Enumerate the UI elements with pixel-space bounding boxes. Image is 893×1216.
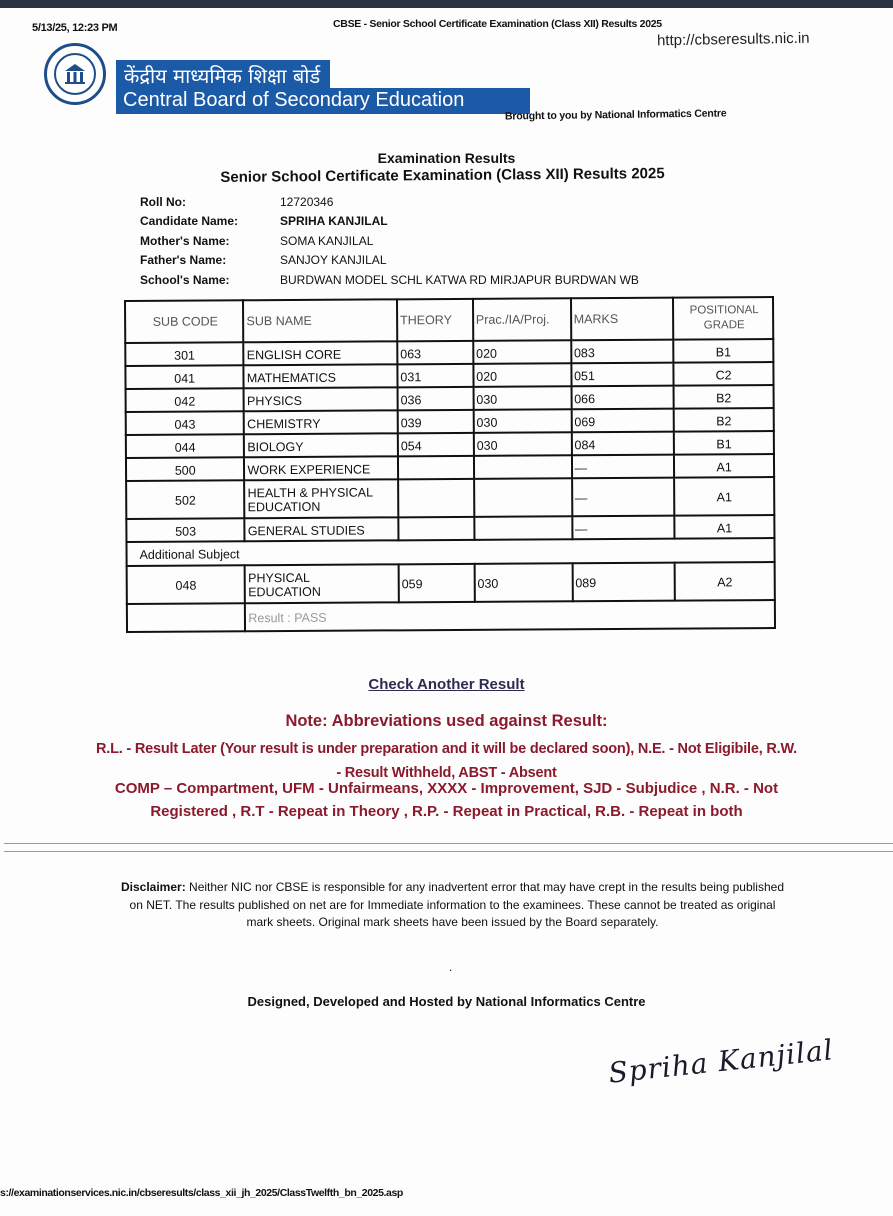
theory-marks	[398, 517, 474, 540]
sub-code: 502	[126, 480, 245, 519]
result-row	[127, 600, 775, 632]
photo-edge	[0, 0, 893, 8]
sub-code: 041	[125, 365, 244, 389]
sub-name: ENGLISH CORE	[244, 341, 398, 365]
sub-name: PHYSICS	[244, 387, 398, 411]
sub-name-line1: HEALTH & PHYSICAL	[247, 485, 374, 501]
building-icon	[62, 61, 88, 87]
roll-value: 12720346	[280, 194, 334, 209]
disclaimer-text: Neither NIC nor CBSE is responsible for any inadvertent error that may have crept in the results being published on NET. The results published on net are for Immediate information to the examinees. These cannot be treated as original mark sheets. Original mark sheets have been issued by the Board separately.	[129, 880, 784, 929]
result-empty-cell	[127, 603, 246, 632]
positional-grade: A2	[675, 562, 775, 601]
sub-name-line1: PHYSICAL	[248, 570, 310, 586]
print-page-url: s://examinationservices.nic.in/cbseresults/class_xii_jh_2025/ClassTwelfth_bn_2025.asp	[0, 1187, 403, 1199]
theory-marks: 063	[397, 341, 473, 364]
sub-name: MATHEMATICS	[244, 364, 398, 388]
developed-by: Designed, Developed and Hosted by National Informatics Centre	[247, 994, 646, 1009]
sub-code: 503	[126, 518, 245, 542]
note-line-2: - Result Withheld, ABST - Absent	[336, 765, 557, 781]
header-grade	[673, 297, 773, 340]
header-grade-line2: GRADE	[703, 319, 745, 332]
positional-grade: A1	[674, 477, 774, 516]
candidate-name-value: SPRIHA KANJILAL	[280, 214, 388, 229]
note-line-4: Registered , R.T - Repeat in Theory , R.P. - Repeat in Practical, R.B. - Repeat in both	[150, 803, 743, 820]
total-marks: 066	[571, 386, 674, 410]
table-row	[126, 477, 774, 519]
roll-row	[140, 192, 639, 212]
positional-grade: B2	[674, 408, 774, 432]
sub-name: WORK EXPERIENCE	[244, 456, 398, 480]
school-name-row	[140, 270, 639, 290]
header-practical: Prac./IA/Proj.	[473, 298, 571, 341]
header-theory: THEORY	[397, 299, 473, 341]
practical-marks: 020	[473, 340, 571, 364]
school-name-label: School's Name:	[140, 272, 230, 287]
sub-name-line2: EDUCATION	[248, 584, 321, 600]
brought-by-text: Brought to you by National Informatics Centre	[504, 107, 727, 123]
print-datetime: 5/13/25, 12:23 PM	[32, 22, 118, 34]
print-page-title: CBSE - Senior School Certificate Examination (Class XII) Results 2025	[333, 18, 662, 30]
board-name-hindi: केंद्रीय माध्यमिक शिक्षा बोर्ड	[116, 60, 330, 89]
mother-name-label: Mother's Name:	[140, 233, 230, 248]
sub-code: 044	[126, 434, 245, 458]
theory-marks	[398, 456, 474, 479]
practical-marks	[474, 516, 572, 540]
positional-grade: B2	[674, 385, 774, 409]
sub-name: GENERAL STUDIES	[245, 517, 399, 541]
board-name-english: Central Board of Secondary Education	[116, 88, 530, 114]
results-table	[124, 296, 776, 633]
divider-line	[4, 851, 893, 852]
positional-grade: A1	[674, 454, 774, 478]
note-abbreviations-2	[0, 777, 893, 823]
practical-marks: 020	[473, 363, 571, 387]
candidate-info	[140, 192, 639, 290]
sub-name-line2: EDUCATION	[247, 499, 321, 515]
table-row	[127, 562, 775, 604]
page-subtitle: Senior School Certificate Examination (Class XII) Results 2025	[220, 165, 665, 186]
handwritten-signature: Spriha Kanjilal	[606, 1033, 836, 1090]
board-banner	[116, 60, 530, 114]
positional-grade: C2	[674, 362, 774, 386]
practical-marks	[474, 455, 572, 479]
site-url-link[interactable]: http://cbseresults.nic.in	[656, 29, 810, 50]
candidate-name-row	[140, 212, 639, 232]
sub-name	[244, 479, 398, 518]
sub-name: BIOLOGY	[244, 433, 398, 457]
positional-grade: A1	[674, 515, 774, 539]
total-marks: 084	[571, 432, 674, 456]
note-line-1: R.L. - Result Later (Your result is under preparation and it will be declared soon), N.E. - Not Eligibile, R.W.	[95, 741, 797, 757]
practical-marks: 030	[473, 409, 571, 433]
separator-dot: .	[449, 960, 453, 974]
result-status: Result : PASS	[245, 600, 775, 631]
disclaimer-label: Disclaimer:	[120, 880, 186, 894]
theory-marks: 036	[397, 387, 473, 410]
practical-marks: 030	[474, 432, 572, 456]
theory-marks: 039	[398, 410, 474, 433]
check-another-result-link[interactable]: Check Another Result	[368, 676, 525, 693]
sub-code: 500	[126, 457, 245, 481]
header-sub-name: SUB NAME	[243, 299, 397, 342]
total-marks: —	[572, 455, 675, 479]
total-marks: 069	[571, 409, 674, 433]
theory-marks: 059	[399, 564, 475, 602]
sub-name: CHEMISTRY	[244, 410, 398, 434]
header-sub-code: SUB CODE	[125, 300, 244, 343]
total-marks: —	[572, 516, 675, 540]
father-name-label: Father's Name:	[140, 253, 227, 268]
positional-grade: B1	[674, 431, 774, 455]
sub-code: 301	[125, 342, 244, 366]
practical-marks: 030	[473, 386, 571, 410]
candidate-name-label: Candidate Name:	[140, 214, 239, 229]
table-header-row	[125, 297, 773, 343]
practical-marks: 030	[474, 563, 572, 602]
sub-name	[245, 564, 399, 603]
sub-code: 042	[126, 388, 245, 412]
sub-code: 048	[127, 565, 246, 604]
divider-line	[4, 843, 893, 844]
father-name-row	[140, 251, 639, 271]
check-another-result-container	[0, 676, 893, 693]
page-title: Examination Results	[377, 150, 516, 166]
header-marks: MARKS	[571, 298, 674, 341]
school-name-value: BURDWAN MODEL SCHL KATWA RD MIRJAPUR BURDWAN WB	[280, 272, 639, 287]
note-line-3: COMP – Compartment, UFM - Unfairmeans, XXXX - Improvement, SJD - Subjudice , N.R. - Not	[114, 780, 779, 797]
practical-marks	[474, 478, 572, 517]
roll-label: Roll No:	[140, 194, 186, 209]
note-title: Note: Abbreviations used against Result:	[285, 712, 608, 730]
theory-marks: 031	[397, 364, 473, 387]
father-name-value: SANJOY KANJILAL	[280, 253, 387, 268]
mother-name-row	[140, 231, 639, 251]
additional-subject-label: Additional Subject	[126, 538, 774, 566]
mother-name-value: SOMA KANJILAL	[280, 233, 374, 248]
theory-marks	[398, 479, 474, 517]
total-marks: 089	[572, 563, 675, 602]
total-marks: 051	[571, 363, 674, 387]
total-marks: 083	[571, 340, 674, 364]
theory-marks: 054	[398, 433, 474, 456]
header-grade-line1: POSITIONAL	[689, 304, 759, 317]
sub-code: 043	[126, 411, 245, 435]
cbse-emblem-icon	[44, 43, 106, 105]
total-marks: —	[572, 478, 675, 517]
positional-grade: B1	[673, 339, 773, 363]
disclaimer	[120, 879, 785, 932]
